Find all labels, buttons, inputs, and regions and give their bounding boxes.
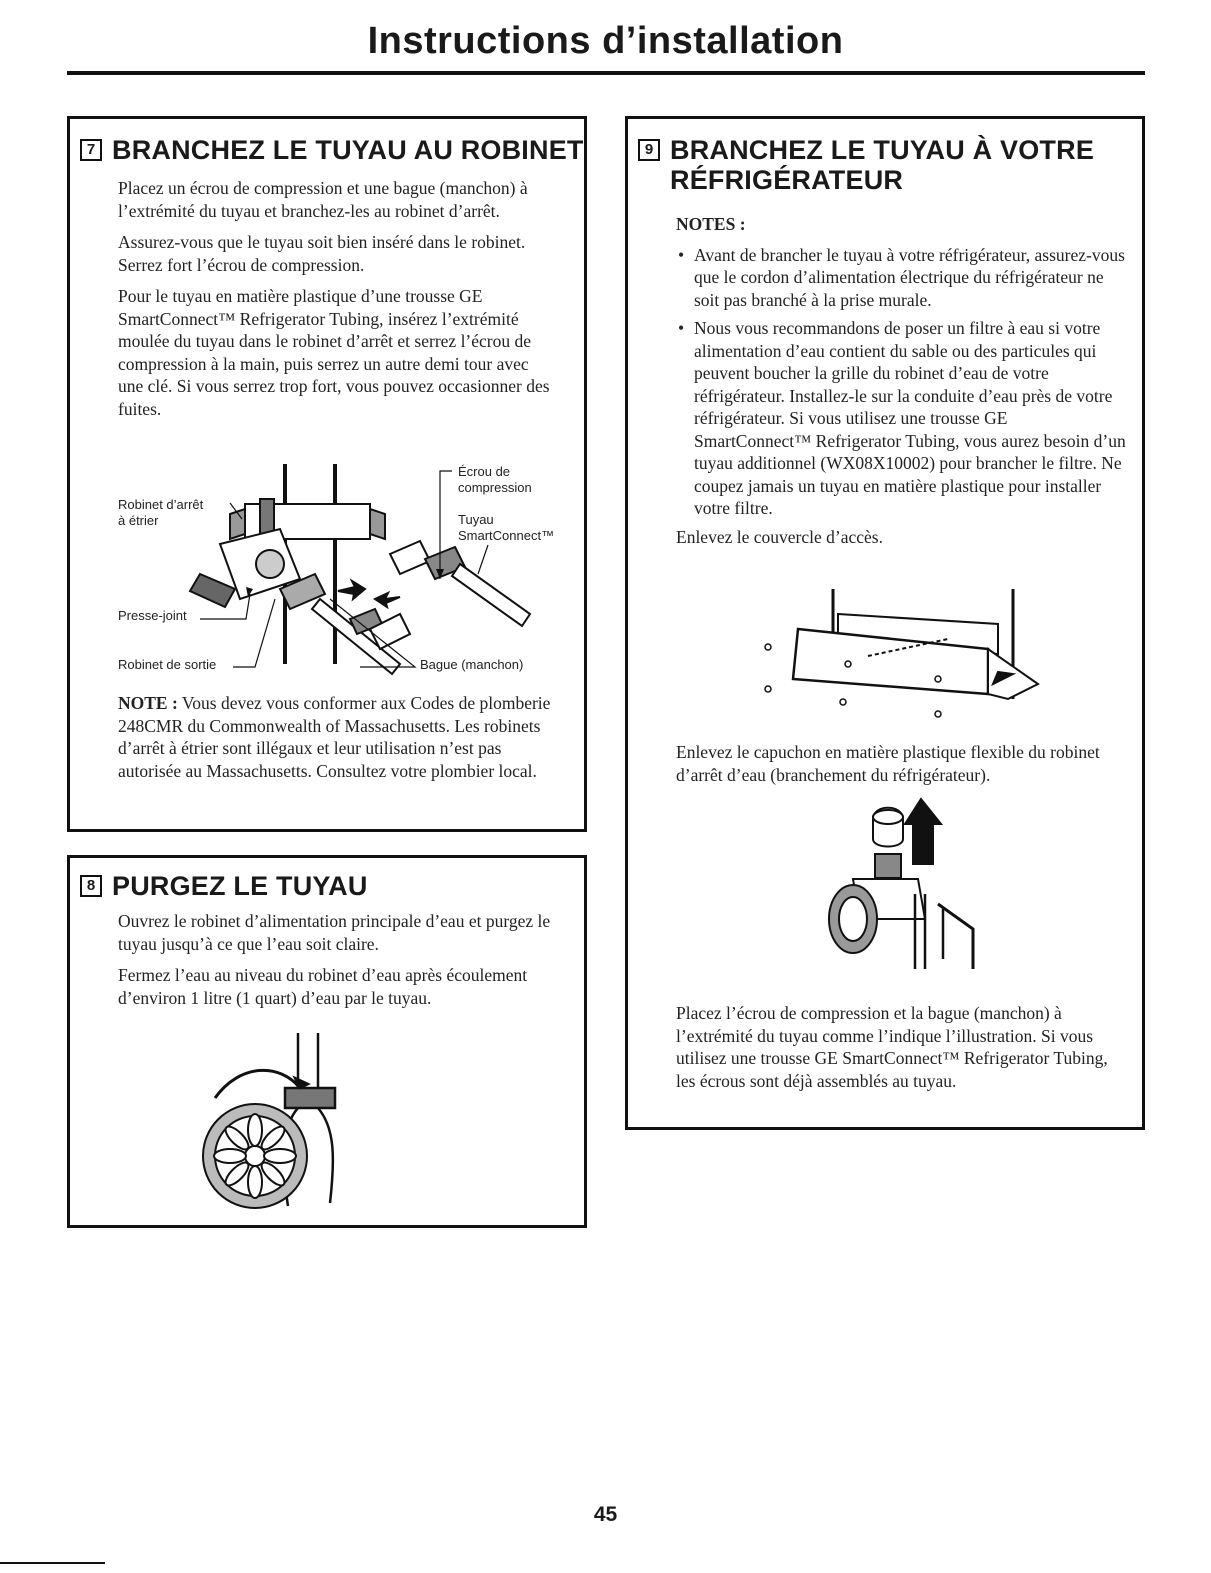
page-number: 45 (593, 1503, 618, 1526)
step-9-access-text: Enlevez le couvercle d’accès. (676, 526, 883, 547)
label-smartconnect: SmartConnect™ (458, 528, 555, 543)
access-cover-diagram (748, 584, 1048, 724)
step-8-number: 8 (80, 875, 102, 897)
step-8-heading: PURGEZ LE TUYAU (112, 871, 368, 901)
step-9-box (625, 116, 1145, 1130)
step-8-paragraph-2: Fermez l’eau au niveau du robinet d’eau après écoulement d’environ 1 litre (1 quart) d’eau par le tuyau. (118, 965, 528, 1008)
step-9-final-text: Placez l’écrou de compression et la bague (manchon) à l’extrémité du tuyau comme l’indique l’illustration. Si vous utilisez une trousse GE SmartConnect™ Refrigerator Tubing, les écrous sont déjà assemblés au tuyau. (676, 1003, 1108, 1091)
title-rule (67, 71, 1145, 75)
step-9-heading-line-1: BRANCHEZ LE TUYAU À VOTRE (670, 135, 1095, 165)
page-title: Instructions d’installation (367, 20, 844, 62)
step-7-box (67, 116, 587, 832)
label-tuyau: Tuyau (458, 512, 494, 527)
step-8-body (118, 910, 558, 1018)
label-bague: Bague (manchon) (420, 657, 524, 672)
step-8-paragraph-1: Ouvrez le robinet d’alimentation principale d’eau et purgez le tuyau jusqu’à ce que l’eau soit claire. (118, 911, 551, 954)
step-7-paragraph-1: Placez un écrou de compression et une bague (manchon) à l’extrémité du tuyau et branchez-les au robinet d’arrêt. (118, 178, 528, 221)
footer-rule (0, 1562, 105, 1564)
step-9-final-paragraph (676, 1002, 1126, 1101)
step-9-notes-list (676, 244, 1126, 520)
label-ecrou: Écrou de (458, 464, 511, 479)
step-8-box (67, 855, 587, 1228)
step-9-cap-paragraph (676, 741, 1126, 795)
step-7-heading: BRANCHEZ LE TUYAU AU ROBINET (112, 135, 584, 165)
label-compression: compression (458, 480, 532, 495)
step-7-number: 7 (80, 139, 102, 161)
step-9-notes-label: NOTES : (676, 214, 746, 234)
step-9-number: 9 (638, 139, 660, 161)
shutoff-valve-diagram (200, 1028, 380, 1218)
step-9-notes (676, 213, 1126, 557)
step-7-note-text: Vous devez vous conformer aux Codes de plomberie 248CMR du Commonwealth of Massachusetts. Les robinets d’arrêt à étrier sont illégaux et leur utilisation n’est pas autorisée au Massachusetts. Consultez votre plombier local. (118, 693, 551, 781)
step-9-cap-text: Enlevez le capuchon en matière plastique flexible du robinet d’arrêt d’eau (branchement du réfrigérateur). (676, 742, 1100, 785)
label-presse-joint: Presse-joint (118, 608, 187, 623)
step-7-note-label: NOTE : (118, 693, 178, 713)
label-a-etrier: à étrier (118, 513, 159, 528)
step-7-paragraph-2: Assurez-vous que le tuyau soit bien inséré dans le robinet. Serrez fort l’écrou de compression. (118, 232, 526, 275)
cap-removal-diagram (813, 799, 993, 979)
label-robinet-arret: Robinet d’arrêt (118, 497, 204, 512)
step-9-heading-line-2: RÉFRIGÉRATEUR (670, 165, 904, 195)
step-7-paragraph-3: Pour le tuyau en matière plastique d’une trousse GE SmartConnect™ Refrigerator Tubing, insérez l’extrémité moulée du tuyau dans le robinet d’arrêt et serrez l’écrou de compression à la main, puis serrez un autre demi tour avec une clé. Si vous serrez trop fort, vous pouvez occasionner des fuites. (118, 286, 550, 419)
step-7-note (118, 692, 558, 791)
step-9-note-2: • Nous vous recommandons de poser un filtre à eau si votre alimentation d’eau contient du sable ou des particules qui peuvent boucher la grille du robinet d’eau de votre réfrigérateur. Installez-le sur la conduite d’eau près de votre réfrigérateur. Si vous utilisez une trousse GE SmartConnect™ Refrigerator Tubing, vous aurez besoin d’un tuyau additionnel (WX08X10002) pour brancher le filtre. Ne coupez jamais un tuyau en matière plastique pour installer votre filtre. (676, 317, 1126, 520)
step-9-note-1: • Avant de brancher le tuyau à votre réfrigérateur, assurez-vous que le cordon d’alimentation électrique du réfrigérateur ne soit pas branché à la prise murale. (676, 244, 1126, 312)
label-robinet-sortie: Robinet de sortie (118, 657, 217, 672)
